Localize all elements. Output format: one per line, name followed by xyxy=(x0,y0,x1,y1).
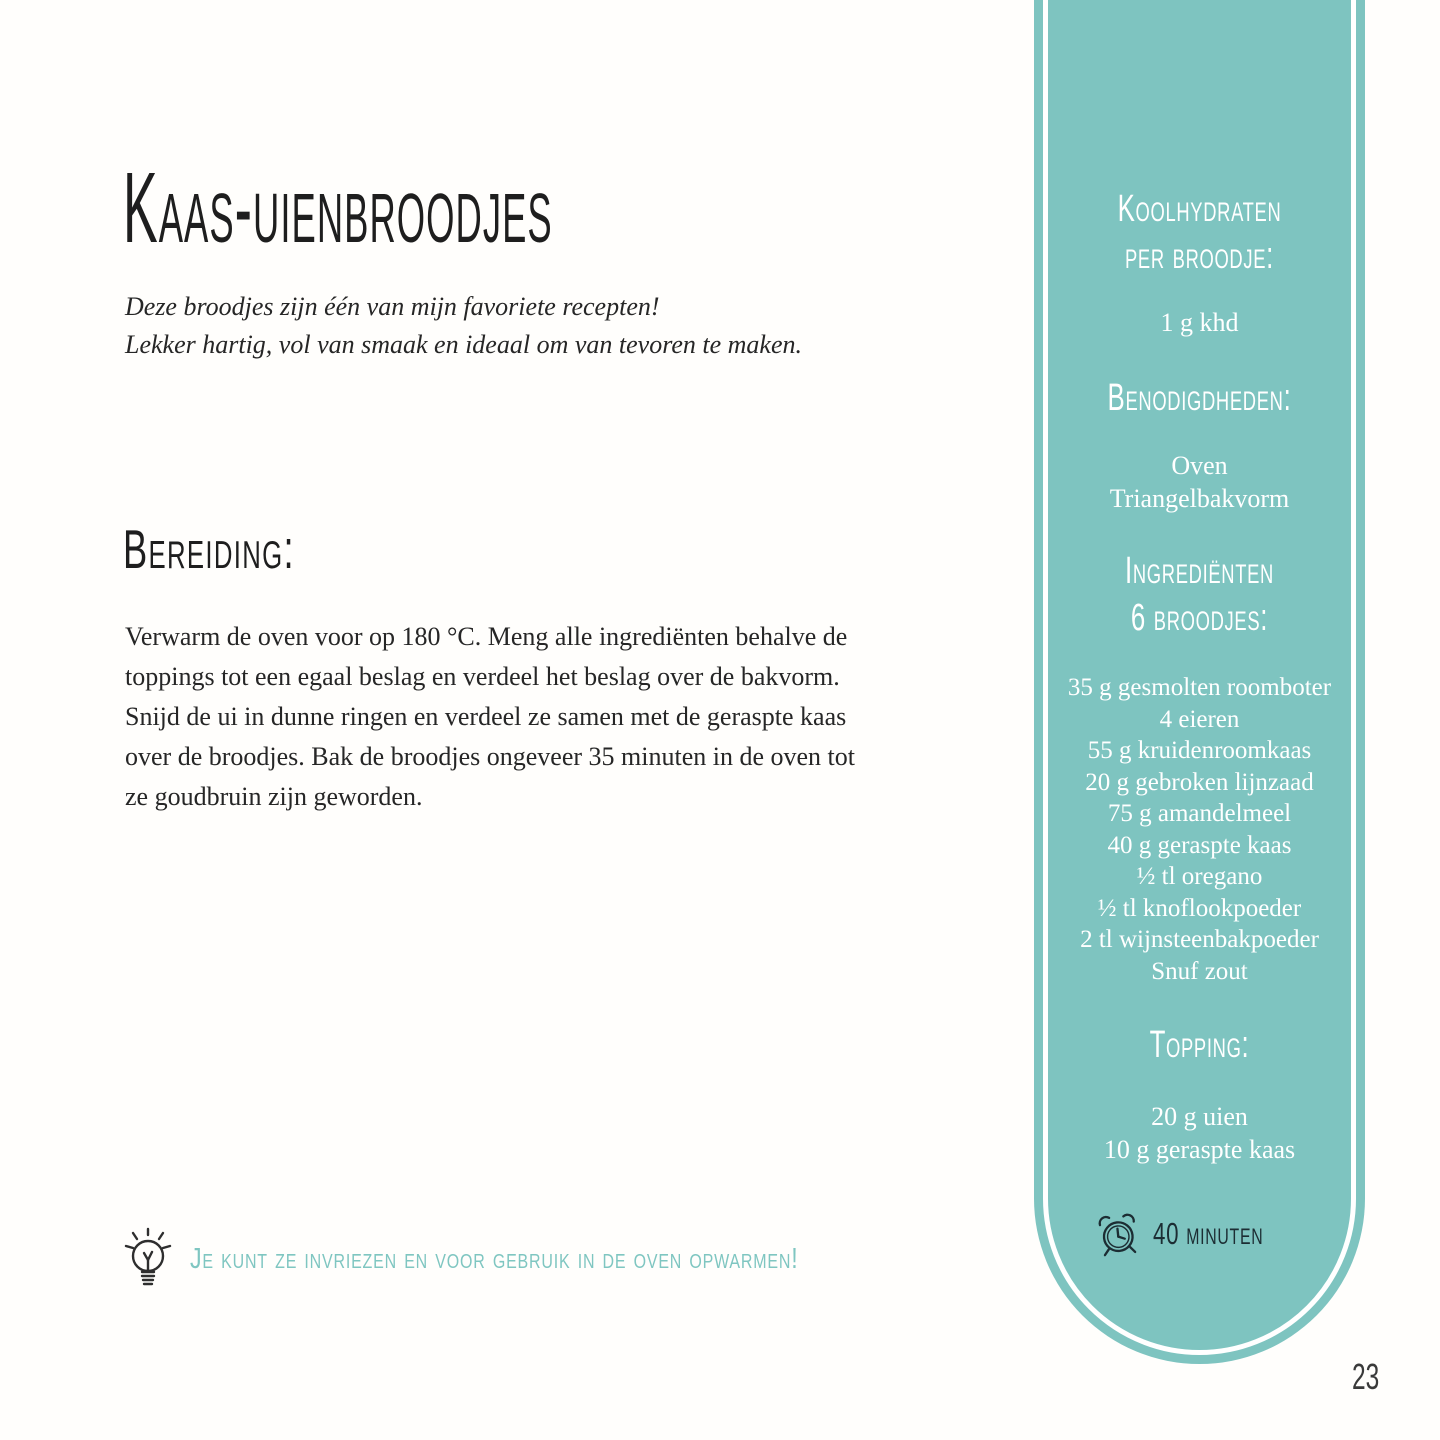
topping-heading-line: Topping: xyxy=(1149,1024,1250,1066)
lightbulb-icon xyxy=(120,1226,176,1292)
intro-line: Lekker hartig, vol van smaak en ideaal om van tevoren te maken. xyxy=(125,330,803,359)
ingredients-heading-line: 6 broodjes: xyxy=(1130,597,1269,639)
topping-item: 10 g geraspte kaas xyxy=(1103,1135,1296,1164)
ingredients-heading-line: Ingrediënten xyxy=(1125,550,1274,592)
recipe-title: Kaas-uienbroodjes xyxy=(123,152,553,264)
alarm-clock-icon xyxy=(1090,1208,1145,1261)
recipe-sidebar xyxy=(1034,0,1365,1364)
ingredient-item: 2 tl wijnsteenbakpoeder xyxy=(1080,926,1319,953)
carbs-heading-line: per broodje: xyxy=(1124,235,1275,277)
carbs-value: 1 g khd xyxy=(1160,308,1239,337)
tip-text: Je kunt ze invriezen en voor gebruik in de oven opwarmen! xyxy=(190,1242,799,1275)
ingredients-list xyxy=(1034,672,1365,987)
carbs-heading xyxy=(1034,186,1365,280)
preparation-text: Verwarm de oven voor op 180 °C. Meng alle ingrediënten behalve de toppings tot een egaal beslag en verdeel het beslag over de bakvorm. Snijd de ui in dunne ringen en verdeel ze samen met de geraspte kaas over de broodjes. Bak de broodjes ongeveer 35 minuten in de oven tot ze goudbruin zijn geworden. xyxy=(125,622,855,811)
ingredient-item: 20 g gebroken lijnzaad xyxy=(1085,768,1314,796)
ingredient-item: 35 g gesmolten roomboter xyxy=(1067,674,1332,701)
ingredient-item: ½ tl oregano xyxy=(1136,863,1263,890)
toppings-list xyxy=(1034,1100,1365,1166)
ingredient-item: 40 g geraspte kaas xyxy=(1107,831,1292,859)
recipe-intro xyxy=(125,288,802,364)
ingredient-item: 75 g amandelmeel xyxy=(1107,800,1292,827)
carbs-heading-line: Koolhydraten xyxy=(1117,188,1282,230)
ingredient-item: 4 eieren xyxy=(1159,705,1240,733)
topping-item: 20 g uien xyxy=(1151,1102,1248,1131)
tip-row xyxy=(120,1226,951,1292)
time-row xyxy=(1034,1210,1365,1258)
ingredients-heading xyxy=(1034,548,1365,642)
requirements-list xyxy=(1034,449,1365,515)
requirements-heading xyxy=(1034,375,1365,422)
ingredient-item: ½ tl knoflookpoeder xyxy=(1097,894,1302,922)
requirements-heading-line: Benodigdheden: xyxy=(1107,377,1292,419)
topping-heading xyxy=(1034,1022,1365,1069)
time-label: 40 minuten xyxy=(1152,1216,1264,1251)
ingredient-item: 55 g kruidenroomkaas xyxy=(1087,737,1312,764)
requirement-item: Triangelbakvorm xyxy=(1109,484,1290,513)
requirement-item: Oven xyxy=(1171,451,1228,480)
ingredient-item: Snuf zout xyxy=(1151,957,1248,985)
page-number: 23 xyxy=(1352,1356,1380,1397)
intro-line: Deze broodjes zijn één van mijn favoriete recepten! xyxy=(125,292,660,321)
preparation-heading: Bereiding: xyxy=(123,518,295,580)
